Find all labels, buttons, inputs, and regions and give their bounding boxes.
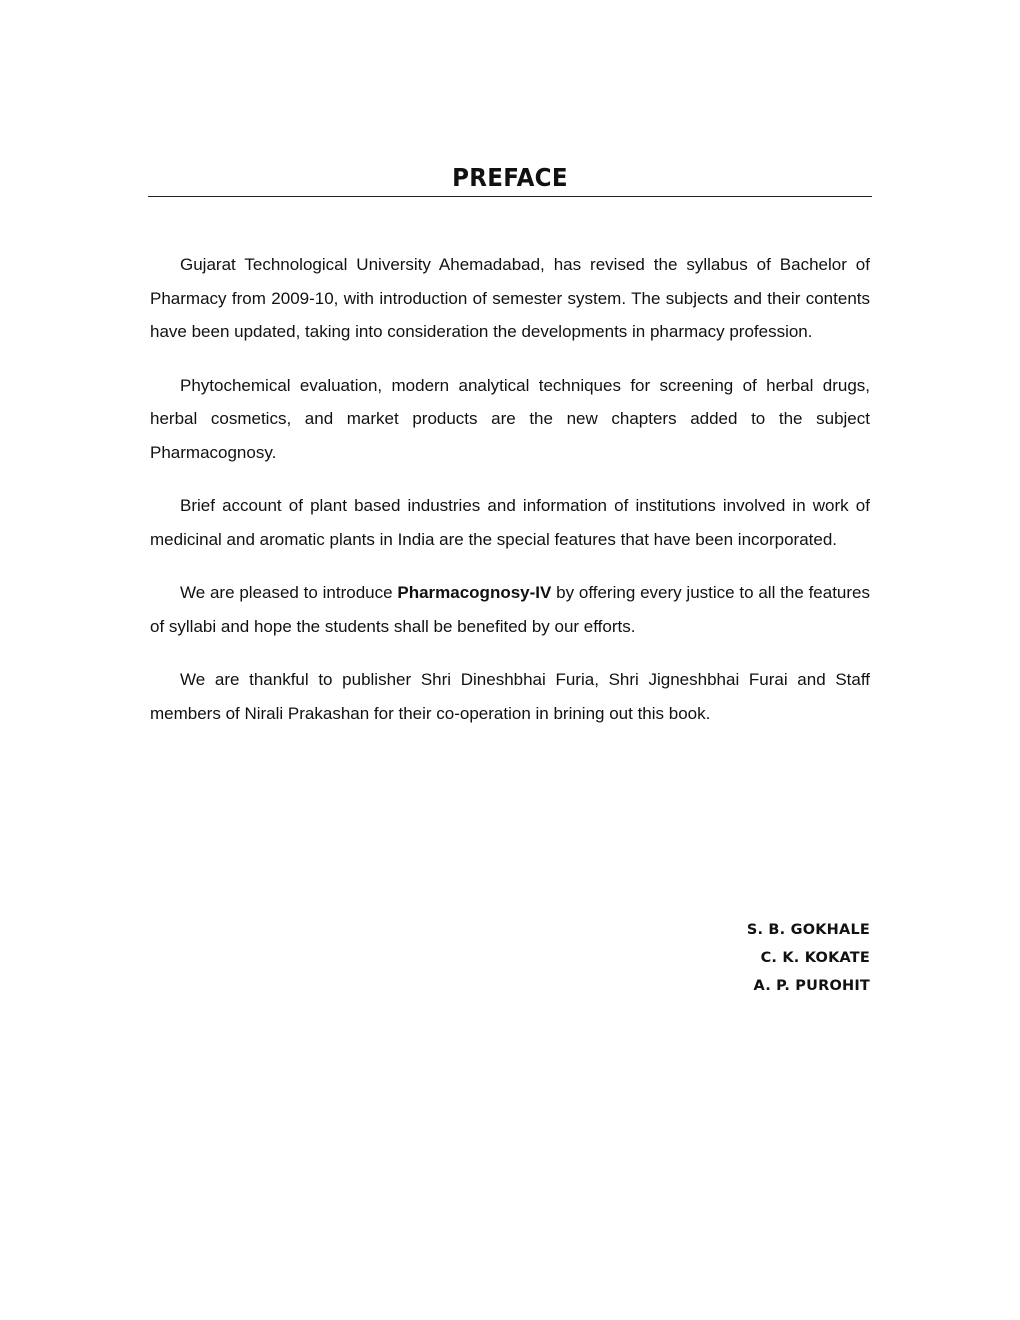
text: We are pleased to introduce: [180, 583, 398, 602]
paragraph: We are thankful to publisher Shri Dineshbhai Furia, Shri Jigneshbhai Furai and Staff members of Nirali Prakashan for their co-operation in brining out this book.: [150, 670, 870, 723]
preface-body: [150, 248, 870, 750]
author-name: A. P. PUROHIT: [753, 978, 870, 994]
text: by offering every justice to all the features of syllabi and hope the students shall be benefited by our efforts.: [150, 583, 870, 636]
authors-signature: [747, 916, 870, 1000]
title-divider: [148, 196, 872, 197]
paragraph: Gujarat Technological University Ahemadabad, has revised the syllabus of Bachelor of Pharmacy from 2009-10, with introduction of semester system. The subjects and their contents have been updated, taking into consideration the developments in pharmacy profession.: [150, 255, 870, 341]
author-name: C. K. KOKATE: [760, 950, 870, 966]
paragraph: [150, 576, 870, 643]
paragraph: Brief account of plant based industries and information of institutions involved in work of medicinal and aromatic plants in India are the special features that have been incorporated.: [150, 496, 870, 549]
paragraph: Phytochemical evaluation, modern analytical techniques for screening of herbal drugs, herbal cosmetics, and market products are the new chapters added to the subject Pharmacognosy.: [150, 375, 870, 462]
book-title: Pharmacognosy-IV: [397, 583, 552, 602]
page-title: PREFACE: [452, 163, 568, 192]
author-name: S. B. GOKHALE: [746, 922, 870, 938]
